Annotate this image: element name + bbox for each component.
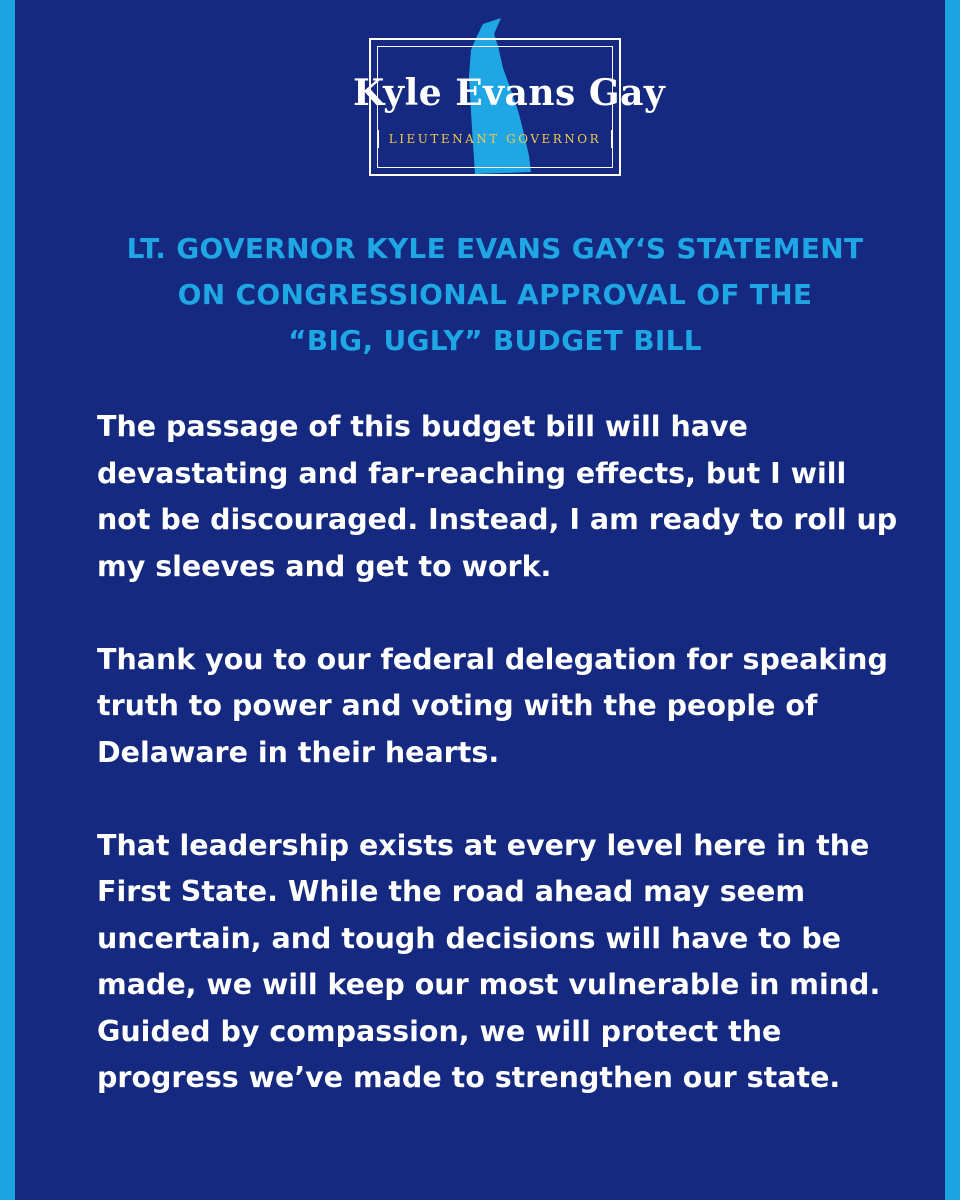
paragraph-line: First State. While the road ahead may seem	[97, 875, 806, 908]
paragraph-line: That leadership exists at every level here in the	[97, 828, 870, 862]
paragraph-line: Delaware in their hearts.	[97, 735, 500, 769]
statement-paragraph	[97, 404, 937, 590]
statement-paragraph	[97, 823, 937, 1102]
paragraph-line: The passage of this budget bill will have	[97, 410, 748, 443]
paragraph-line: Thank you to our federal delegation for speaking	[97, 642, 888, 676]
statement-body	[97, 404, 937, 1148]
statement-card	[15, 0, 945, 1200]
statement-paragraph	[97, 637, 937, 777]
headline-line: “BIG, UGLY” BUDGET BILL	[288, 324, 702, 357]
headline-line: ON CONGRESSIONAL APPROVAL OF THE	[177, 278, 813, 311]
paragraph-line: progress we’ve made to strengthen our state.	[97, 1061, 841, 1094]
headline-line: LT. GOVERNOR KYLE EVANS GAY‘S STATEMENT	[126, 232, 864, 265]
paragraph-line: devastating and far-reaching effects, but I will	[97, 456, 847, 490]
paragraph-line: Guided by compassion, we will protect the	[97, 1014, 782, 1048]
logo-subtitle: LIEUTENANT GOVERNOR	[377, 130, 613, 148]
logo	[353, 16, 666, 196]
logo-name: Kyle Evans Gay	[353, 72, 666, 114]
statement-headline	[55, 226, 935, 364]
paragraph-line: my sleeves and get to work.	[97, 549, 552, 583]
paragraph-line: uncertain, and tough decisions will have to be	[97, 921, 842, 955]
paragraph-line: made, we will keep our most vulnerable in mind.	[97, 968, 881, 1001]
paragraph-line: truth to power and voting with the people of	[97, 689, 818, 722]
paragraph-line: not be discouraged. Instead, I am ready to roll up	[97, 503, 898, 536]
